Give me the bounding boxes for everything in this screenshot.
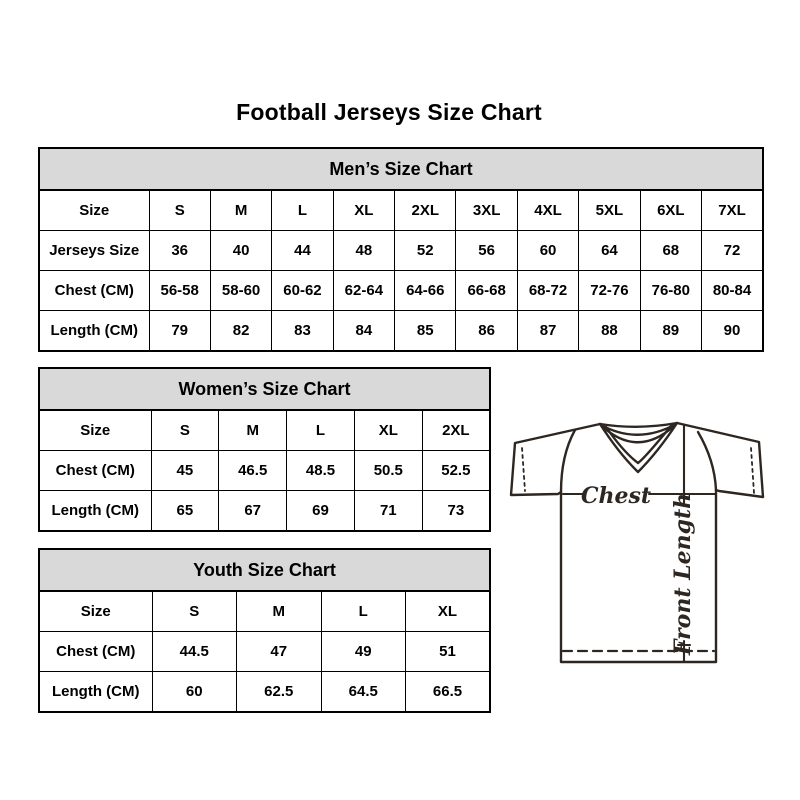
size-cell: 89	[640, 311, 701, 352]
jersey-right-armhole-seam	[698, 432, 716, 490]
size-cell: 86	[456, 311, 517, 352]
size-cell: 4XL	[517, 190, 578, 231]
youth-size-table	[38, 548, 491, 713]
size-cell: 68-72	[517, 271, 578, 311]
mens-size-table	[38, 147, 764, 352]
size-cell: 52.5	[422, 451, 490, 491]
table-row	[39, 271, 763, 311]
size-cell: S	[152, 591, 237, 632]
size-cell: XL	[406, 591, 491, 632]
size-cell: 5XL	[579, 190, 640, 231]
size-cell: 85	[395, 311, 456, 352]
youth-table-title: Youth Size Chart	[39, 549, 490, 591]
jersey-right-cuff-dashed-line	[751, 448, 754, 493]
jersey-left-armhole-seam	[561, 430, 575, 492]
table-row	[39, 591, 490, 632]
size-cell: 83	[272, 311, 333, 352]
size-cell: 45	[151, 451, 219, 491]
size-cell: 71	[354, 491, 422, 532]
size-cell: 62.5	[237, 672, 322, 713]
table-row	[39, 410, 490, 451]
size-cell: 36	[149, 231, 210, 271]
size-cell: 60	[517, 231, 578, 271]
size-cell: 6XL	[640, 190, 701, 231]
size-cell: 44	[272, 231, 333, 271]
row-label: Chest (CM)	[39, 451, 151, 491]
table-row	[39, 491, 490, 532]
size-cell: 79	[149, 311, 210, 352]
size-cell: M	[237, 591, 322, 632]
size-cell: 66.5	[406, 672, 491, 713]
size-cell: 7XL	[702, 190, 763, 231]
size-cell: 60-62	[272, 271, 333, 311]
size-cell: 82	[210, 311, 271, 352]
jersey-right-sleeve	[677, 423, 763, 497]
size-cell: 46.5	[219, 451, 287, 491]
size-cell: 66-68	[456, 271, 517, 311]
size-cell: 72-76	[579, 271, 640, 311]
table-row	[39, 672, 490, 713]
table-row	[39, 632, 490, 672]
table-row	[39, 231, 763, 271]
size-cell: 3XL	[456, 190, 517, 231]
jersey-measurement-diagram	[498, 405, 793, 675]
size-cell: 50.5	[354, 451, 422, 491]
size-cell: 47	[237, 632, 322, 672]
size-cell: 72	[702, 231, 763, 271]
size-cell: L	[321, 591, 406, 632]
size-cell: 2XL	[395, 190, 456, 231]
size-cell: 56	[456, 231, 517, 271]
row-label: Size	[39, 190, 149, 231]
size-cell: L	[287, 410, 355, 451]
size-cell: S	[149, 190, 210, 231]
size-cell: 60	[152, 672, 237, 713]
womens-size-table	[38, 367, 491, 532]
table-title-row	[39, 148, 763, 190]
row-label: Chest (CM)	[39, 632, 152, 672]
size-cell: M	[210, 190, 271, 231]
size-cell: 90	[702, 311, 763, 352]
size-cell: 65	[151, 491, 219, 532]
size-cell: 76-80	[640, 271, 701, 311]
size-cell: XL	[354, 410, 422, 451]
size-cell: M	[219, 410, 287, 451]
front-length-label: Front Length	[670, 492, 696, 656]
jersey-left-cuff-dashed-line	[522, 448, 525, 491]
table-row	[39, 190, 763, 231]
mens-table-title: Men’s Size Chart	[39, 148, 763, 190]
size-cell: 69	[287, 491, 355, 532]
row-label: Chest (CM)	[39, 271, 149, 311]
size-cell: 84	[333, 311, 394, 352]
size-cell: 87	[517, 311, 578, 352]
size-cell: 2XL	[422, 410, 490, 451]
table-title-row	[39, 549, 490, 591]
row-label: Length (CM)	[39, 311, 149, 352]
size-cell: 88	[579, 311, 640, 352]
size-cell: 56-58	[149, 271, 210, 311]
size-cell: S	[151, 410, 219, 451]
size-cell: 40	[210, 231, 271, 271]
table-row	[39, 311, 763, 352]
row-label: Length (CM)	[39, 491, 151, 532]
size-cell: L	[272, 190, 333, 231]
size-cell: 52	[395, 231, 456, 271]
size-cell: 58-60	[210, 271, 271, 311]
size-cell: 51	[406, 632, 491, 672]
size-cell: XL	[333, 190, 394, 231]
table-row	[39, 451, 490, 491]
size-cell: 62-64	[333, 271, 394, 311]
row-label: Size	[39, 410, 151, 451]
page-title: Football Jerseys Size Chart	[236, 99, 542, 125]
size-cell: 64-66	[395, 271, 456, 311]
size-cell: 64.5	[321, 672, 406, 713]
row-label: Jerseys Size	[39, 231, 149, 271]
size-cell: 68	[640, 231, 701, 271]
size-cell: 64	[579, 231, 640, 271]
size-cell: 80-84	[702, 271, 763, 311]
jersey-collar-top-edge	[600, 423, 677, 427]
row-label: Length (CM)	[39, 672, 152, 713]
chest-label: Chest	[580, 483, 652, 509]
womens-table-title: Women’s Size Chart	[39, 368, 490, 410]
size-cell: 67	[219, 491, 287, 532]
table-title-row	[39, 368, 490, 410]
size-cell: 49	[321, 632, 406, 672]
size-cell: 73	[422, 491, 490, 532]
row-label: Size	[39, 591, 152, 632]
size-cell: 44.5	[152, 632, 237, 672]
size-cell: 48	[333, 231, 394, 271]
size-cell: 48.5	[287, 451, 355, 491]
